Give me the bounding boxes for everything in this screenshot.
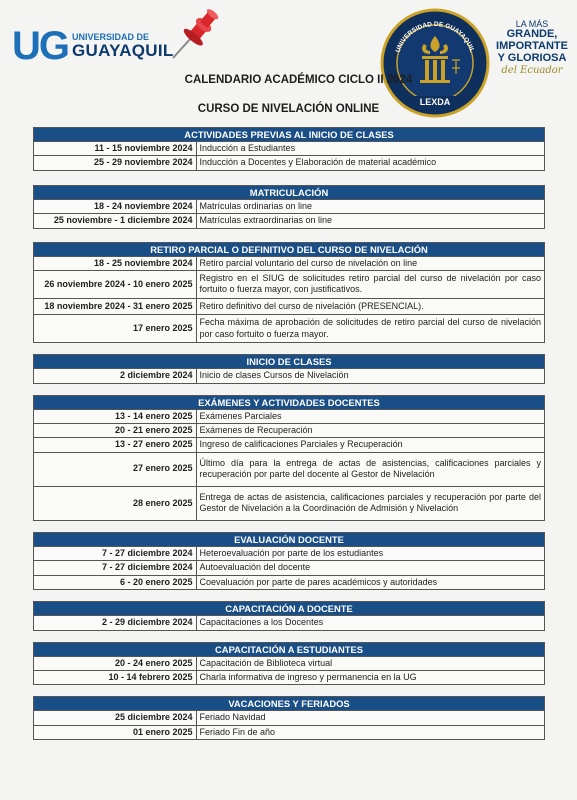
- row-date: 17 enero 2025: [34, 314, 196, 342]
- ug-logo-line2: GUAYAQUIL: [72, 41, 174, 60]
- row-activity: Inducción a Docentes y Elaboración de material académico: [196, 156, 544, 170]
- table-row: [34, 214, 544, 228]
- table-row: [34, 438, 544, 452]
- row-activity: Inducción a Estudiantes: [196, 142, 544, 156]
- section-header: CAPACITACIÓN A DOCENTE: [34, 602, 544, 615]
- ug-logo-line1: UNIVERSIDAD DE: [72, 32, 150, 42]
- section-teacher-training: [33, 601, 545, 631]
- section-header: EVALUACIÓN DOCENTE: [34, 533, 544, 546]
- slogan-line3: IMPORTANTE: [496, 39, 568, 52]
- ug-logo: [12, 26, 174, 66]
- table-row: [34, 575, 544, 589]
- row-activity: Retiro definitivo del curso de nivelación (PRESENCIAL).: [196, 298, 544, 314]
- section-header: INICIO DE CLASES: [34, 355, 544, 368]
- row-date: 27 enero 2025: [34, 452, 196, 486]
- table-row: [34, 369, 544, 383]
- row-date: 25 diciembre 2024: [34, 711, 196, 725]
- slogan-line4: Y GLORIOSA: [497, 51, 567, 64]
- slogan-line2: GRANDE,: [506, 28, 558, 41]
- slogan-line5: del Ecuador: [501, 65, 563, 77]
- row-activity: Matrículas extraordinarias on line: [196, 214, 544, 228]
- row-activity: Capacitaciones a los Docentes: [196, 616, 544, 630]
- slogan: [490, 20, 574, 77]
- row-activity: Matrículas ordinarias on line: [196, 199, 544, 213]
- row-activity: Exámenes de Recuperación: [196, 424, 544, 438]
- ug-logo-text: [72, 33, 174, 59]
- row-date: 13 - 27 enero 2025: [34, 438, 196, 452]
- section-enrollment: [33, 185, 545, 229]
- row-activity: Exámenes Parciales: [196, 409, 544, 423]
- row-activity: Ingreso de calificaciones Parciales y Recuperación: [196, 438, 544, 452]
- row-date: 28 enero 2025: [34, 486, 196, 520]
- course-title: CURSO DE NIVELACIÓN ONLINE: [197, 103, 380, 115]
- row-activity: Inicio de clases Cursos de Nivelación: [196, 369, 544, 383]
- row-date: 10 - 14 febrero 2025: [34, 670, 196, 684]
- section-header: MATRICULACIÓN: [34, 186, 544, 199]
- row-activity: Capacitación de Biblioteca virtual: [196, 656, 544, 670]
- table-row: [34, 616, 544, 630]
- row-date: 18 - 25 noviembre 2024: [34, 256, 196, 270]
- table-row: [34, 409, 544, 423]
- table-row: [34, 156, 544, 170]
- row-date: 18 - 24 noviembre 2024: [34, 199, 196, 213]
- row-date: 01 enero 2025: [34, 725, 196, 739]
- row-activity: Entrega de actas de asistencia, calificaciones parciales y recuperación por parte del Gestor de Nivelación a la Coordinación de Admisión y Nivelación: [196, 486, 544, 520]
- slogan-line1: LA MÁS: [515, 19, 549, 29]
- table-row: [34, 199, 544, 213]
- table-row: [34, 486, 544, 520]
- ug-logo-mark: UG: [12, 24, 68, 68]
- table-row: [34, 298, 544, 314]
- table-row: [34, 561, 544, 575]
- section-header: ACTIVIDADES PREVIAS AL INICIO DE CLASES: [34, 128, 544, 141]
- table-row: [34, 314, 544, 342]
- table-row: [34, 547, 544, 561]
- seal-top-text: UNIVERSIDAD DE GUAYAQUIL: [394, 20, 476, 54]
- row-date: 7 - 27 diciembre 2024: [34, 547, 196, 561]
- row-activity: Fecha máxima de aprobación de solicitudes de retiro parcial del curso de nivelación por caso fortuito o fuerza mayor.: [196, 314, 544, 342]
- section-header: RETIRO PARCIAL O DEFINITIVO DEL CURSO DE NIVELACIÓN: [34, 243, 544, 256]
- section-student-training: [33, 642, 545, 686]
- row-date: 2 - 29 diciembre 2024: [34, 616, 196, 630]
- lexda-seal-icon: [380, 8, 490, 118]
- section-classes-start: [33, 354, 545, 384]
- row-date: 20 - 24 enero 2025: [34, 656, 196, 670]
- table-row: [34, 424, 544, 438]
- table-row: [34, 670, 544, 684]
- seal-bottom-text: LEXDA: [419, 97, 451, 107]
- row-date: 25 noviembre - 1 diciembre 2024: [34, 214, 196, 228]
- row-activity: Feriado Navidad: [196, 711, 544, 725]
- row-activity: Retiro parcial voluntario del curso de nivelación on line: [196, 256, 544, 270]
- section-holidays: [33, 696, 545, 740]
- section-teacher-evaluation: [33, 532, 545, 590]
- section-header: EXÁMENES Y ACTIVIDADES DOCENTES: [34, 396, 544, 409]
- row-date: 20 - 21 enero 2025: [34, 424, 196, 438]
- table-row: [34, 256, 544, 270]
- row-activity: Heteroevaluación por parte de los estudiantes: [196, 547, 544, 561]
- row-activity: Coevaluación por parte de pares académicos y autoridades: [196, 575, 544, 589]
- row-activity: Autoevaluación del docente: [196, 561, 544, 575]
- row-date: 11 - 15 noviembre 2024: [34, 142, 196, 156]
- section-header: CAPACITACIÓN A ESTUDIANTES: [34, 643, 544, 656]
- row-date: 2 diciembre 2024: [34, 369, 196, 383]
- row-date: 7 - 27 diciembre 2024: [34, 561, 196, 575]
- row-activity: Charla informativa de ingreso y permanencia en la UG: [196, 670, 544, 684]
- section-previous-activities: [33, 127, 545, 171]
- row-activity: Feriado Fin de año: [196, 725, 544, 739]
- calendar-sections: [33, 127, 545, 740]
- table-row: [34, 656, 544, 670]
- section-header: VACACIONES Y FERIADOS: [34, 697, 544, 710]
- section-exams: [33, 395, 545, 521]
- row-date: 13 - 14 enero 2025: [34, 409, 196, 423]
- row-date: 25 - 29 noviembre 2024: [34, 156, 196, 170]
- table-row: [34, 452, 544, 486]
- section-withdrawal: [33, 242, 545, 344]
- row-date: 26 noviembre 2024 - 10 enero 2025: [34, 270, 196, 298]
- table-row: [34, 711, 544, 725]
- table-row: [34, 725, 544, 739]
- table-row: [34, 270, 544, 298]
- row-activity: Registro en el SIUG de solicitudes retiro parcial del curso de nivelación por caso fortuito o fuerza mayor, con justificativos.: [196, 270, 544, 298]
- pushpin-icon: [165, 4, 225, 64]
- calendar-title: CALENDARIO ACADÉMICO CICLO II 2024: [184, 74, 413, 86]
- table-row: [34, 142, 544, 156]
- row-date: 6 - 20 enero 2025: [34, 575, 196, 589]
- row-activity: Último día para la entrega de actas de asistencias, calificaciones parciales y recuperación por parte del docente al Gestor de Nivelación: [196, 452, 544, 486]
- row-date: 18 noviembre 2024 - 31 enero 2025: [34, 298, 196, 314]
